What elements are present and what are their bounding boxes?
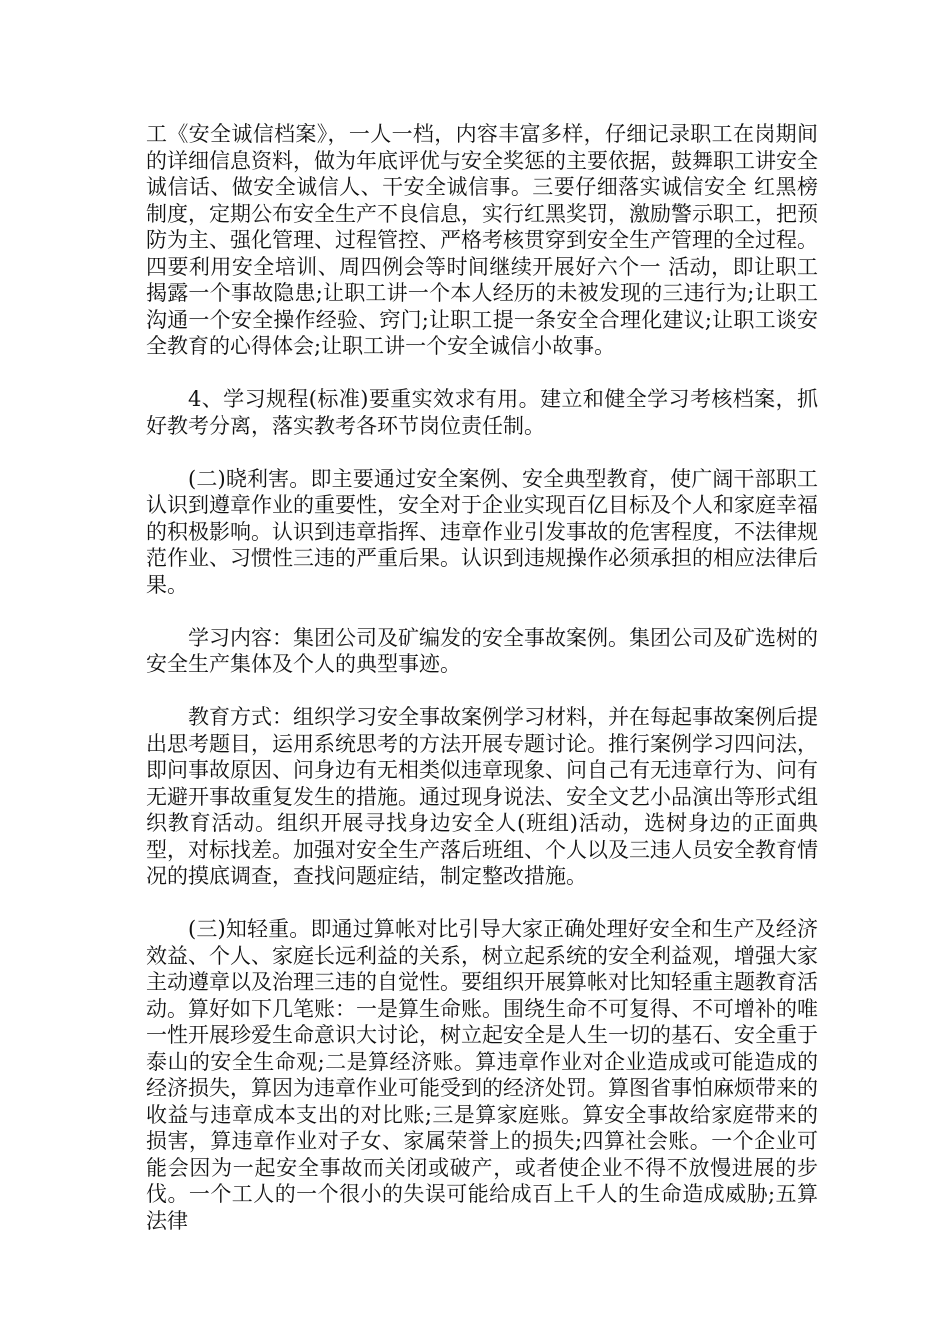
paragraph-education-method: 教育方式：组织学习安全事故案例学习材料，并在每起事故案例后提出思考题目，运用系统思考的方法开展专题讨论。推行案例学习四问法，即问事故原因、问身边有无相类似违章现象、问自己有无违章行为、问有无避开事故重复发生的措施。通过现身说法、安全文艺小品演出等形式组织教育活动。组织开展寻找身边安全人(班组)活动，选树身边的正面典型，对标找差。加强对安全生产落后班组、个人以及三违人员安全教育情况的摸底调查，查找问题症结，制定整改措施。 — [146, 705, 818, 888]
paragraph-study-rules: 4、学习规程(标准)要重实效求有用。建立和健全学习考核档案，抓好教考分离，落实教考各环节岗位责任制。 — [146, 387, 818, 438]
paragraph-study-content: 学习内容：集团公司及矿编发的安全事故案例。集团公司及矿选树的安全生产集体及个人的典型事迹。 — [146, 625, 818, 676]
document-page — [146, 121, 818, 1261]
paragraph-know-priorities: (三)知轻重。即通过算帐对比引导大家正确处理好安全和生产及经济效益、个人、家庭长远利益的关系，树立起系统的安全利益观，增强大家主动遵章以及治理三违的自觉性。要组织开展算帐对比知轻重主题教育活动。算好如下几笔账：一是算生命账。围绕生命不可复得、不可增补的唯一性开展珍爱生命意识大讨论，树立起安全是人生一切的基石、安全重于泰山的安全生命观;二是算经济账。算违章作业对企业造成或可能造成的经济损失，算因为违章作业可能受到的经济处罚。算图省事怕麻烦带来的收益与违章成本支出的对比账;三是算家庭账。算安全事故给家庭带来的损害，算违章作业对子女、家属荣誉上的损失;四算社会账。一个企业可能会因为一起安全事故而关闭或破产，或者使企业不得不放慢进展的步伐。一个工人的一个很小的失误可能给成百上千人的生命造成威胁;五算法律 — [146, 917, 818, 1233]
paragraph-know-consequences: (二)晓利害。即主要通过安全案例、安全典型教育，使广阔干部职工认识到遵章作业的重要性，安全对于企业实现百亿目标及个人和家庭幸福的积极影响。认识到违章指挥、违章作业引发事故的危害程度，不法律规范作业、习惯性三违的严重后果。认识到违规操作必须承担的相应法律后果。 — [146, 466, 818, 597]
paragraph-honesty-archive: 工《安全诚信档案》，一人一档，内容丰富多样，仔细记录职工在岗期间的详细信息资料，做为年底评优与安全奖惩的主要依据，鼓舞职工讲安全诚信话、做安全诚信人、干安全诚信事。三要仔细落实诚信安全 红黑榜制度，定期公布安全生产不良信息，实行红黑奖罚，激励警示职工，把预防为主、强化管理、过程管控、严格考核贯穿到安全生产管理的全过程。四要利用安全培训、周四例会等时间继续开展好六个一 活动，即让职工揭露一个事故隐患;让职工讲一个本人经历的未被发现的三违行为;让职工沟通一个安全操作经验、窍门;让职工提一条安全合理化建议;让职工谈安全教育的心得体会;让职工讲一个安全诚信小故事。 — [146, 122, 818, 358]
